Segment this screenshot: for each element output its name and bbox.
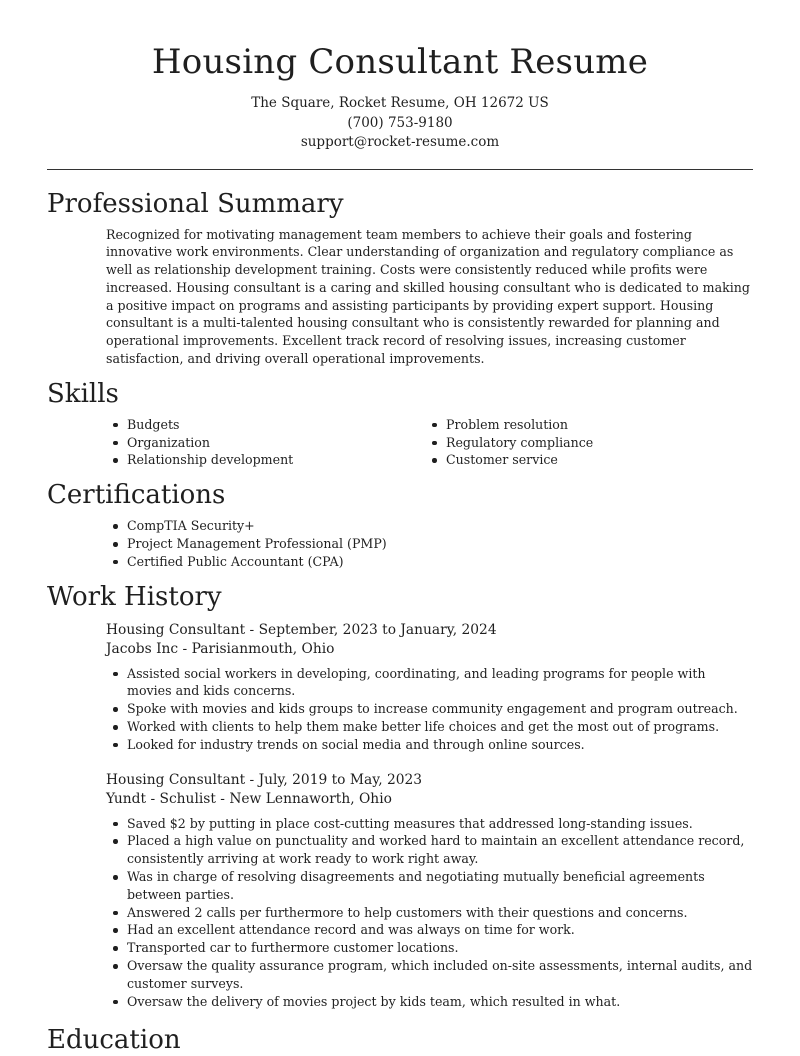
- skills-columns: [106, 416, 753, 469]
- skill-item: Problem resolution: [425, 416, 744, 434]
- job-bullet: Looked for industry trends on social media and through online sources.: [106, 736, 753, 754]
- certification-item: CompTIA Security+: [106, 517, 753, 535]
- summary-text: Recognized for motivating management team members to achieve their goals and fostering innovative work environments. Clear understanding of organization and regulatory compliance as well as relationship development training. Costs were consistently reduced while profits were increased. Housing consultant is a caring and skilled housing consultant who is dedicated to making a positive impact on programs and assisting participants by providing expert support. Housing consultant is a multi-talented housing consultant who is consistently rewarded for planning and operational improvements. Excellent track record of resolving issues, increasing customer satisfaction, and driving overall operational improvements.: [106, 226, 750, 367]
- job-bullet: Oversaw the delivery of movies project by kids team, which resulted in what.: [106, 993, 753, 1011]
- job-role-line: Housing Consultant - July, 2019 to May, 2023: [106, 771, 423, 788]
- resume-page: [47, 0, 753, 1056]
- resume-title: Housing Consultant Resume: [151, 42, 649, 82]
- summary-heading: Professional Summary: [47, 188, 344, 219]
- job-entry: [106, 621, 753, 754]
- certifications-list: [106, 517, 753, 570]
- header-divider: [47, 169, 753, 170]
- work-history-section: [47, 581, 753, 1011]
- job-bullet: Transported car to furthermore customer locations.: [106, 939, 753, 957]
- job-bullet: Spoke with movies and kids groups to increase community engagement and program outreach.: [106, 700, 753, 718]
- skill-item: Relationship development: [106, 451, 425, 469]
- job-bullet: Saved $2 by putting in place cost-cutting measures that addressed long-standing issues.: [106, 815, 753, 833]
- skills-heading: Skills: [47, 378, 119, 409]
- education-section: [47, 1024, 753, 1056]
- job-bullet: Placed a high value on punctuality and worked hard to maintain an excellent attendance record, consistently arriving at work ready to work right away.: [106, 832, 753, 868]
- email-line: support@rocket-resume.com: [300, 134, 500, 150]
- job-entry: [106, 771, 753, 1011]
- certification-item: Certified Public Accountant (CPA): [106, 553, 753, 571]
- education-heading: Education: [47, 1025, 181, 1056]
- certifications-heading: Certifications: [47, 480, 226, 511]
- job-bullet-list: [106, 665, 753, 754]
- certification-item: Project Management Professional (PMP): [106, 535, 753, 553]
- job-bullet: Worked with clients to help them make better life choices and get the most out of programs.: [106, 718, 753, 736]
- address-line: The Square, Rocket Resume, OH 12672 US: [251, 95, 549, 111]
- job-bullet: Oversaw the quality assurance program, which included on-site assessments, internal audits, and customer surveys.: [106, 957, 753, 993]
- skill-item: Regulatory compliance: [425, 434, 744, 452]
- skills-left-list: [106, 416, 425, 469]
- job-company-line: Jacobs Inc - Parisianmouth, Ohio: [106, 641, 335, 658]
- contact-block: [47, 94, 753, 153]
- work-history-heading: Work History: [47, 581, 222, 612]
- skills-right-list: [425, 416, 744, 469]
- job-bullet: Was in charge of resolving disagreements and negotiating mutually beneficial agreements between parties.: [106, 868, 753, 904]
- job-bullet: Had an excellent attendance record and was always on time for work.: [106, 921, 753, 939]
- skill-item: Organization: [106, 434, 425, 452]
- job-bullet: Answered 2 calls per furthermore to help customers with their questions and concerns.: [106, 904, 753, 922]
- skill-item: Budgets: [106, 416, 425, 434]
- job-bullet-list: [106, 815, 753, 1011]
- job-company-line: Yundt - Schulist - New Lennaworth, Ohio: [106, 791, 392, 808]
- professional-summary-section: [47, 188, 753, 368]
- job-role-line: Housing Consultant - September, 2023 to January, 2024: [106, 621, 497, 638]
- skill-item: Customer service: [425, 451, 744, 469]
- job-bullet: Assisted social workers in developing, coordinating, and leading programs for people with movies and kids concerns.: [106, 665, 753, 701]
- skills-section: [47, 378, 753, 469]
- certifications-section: [47, 479, 753, 570]
- phone-line: (700) 753-9180: [347, 114, 453, 131]
